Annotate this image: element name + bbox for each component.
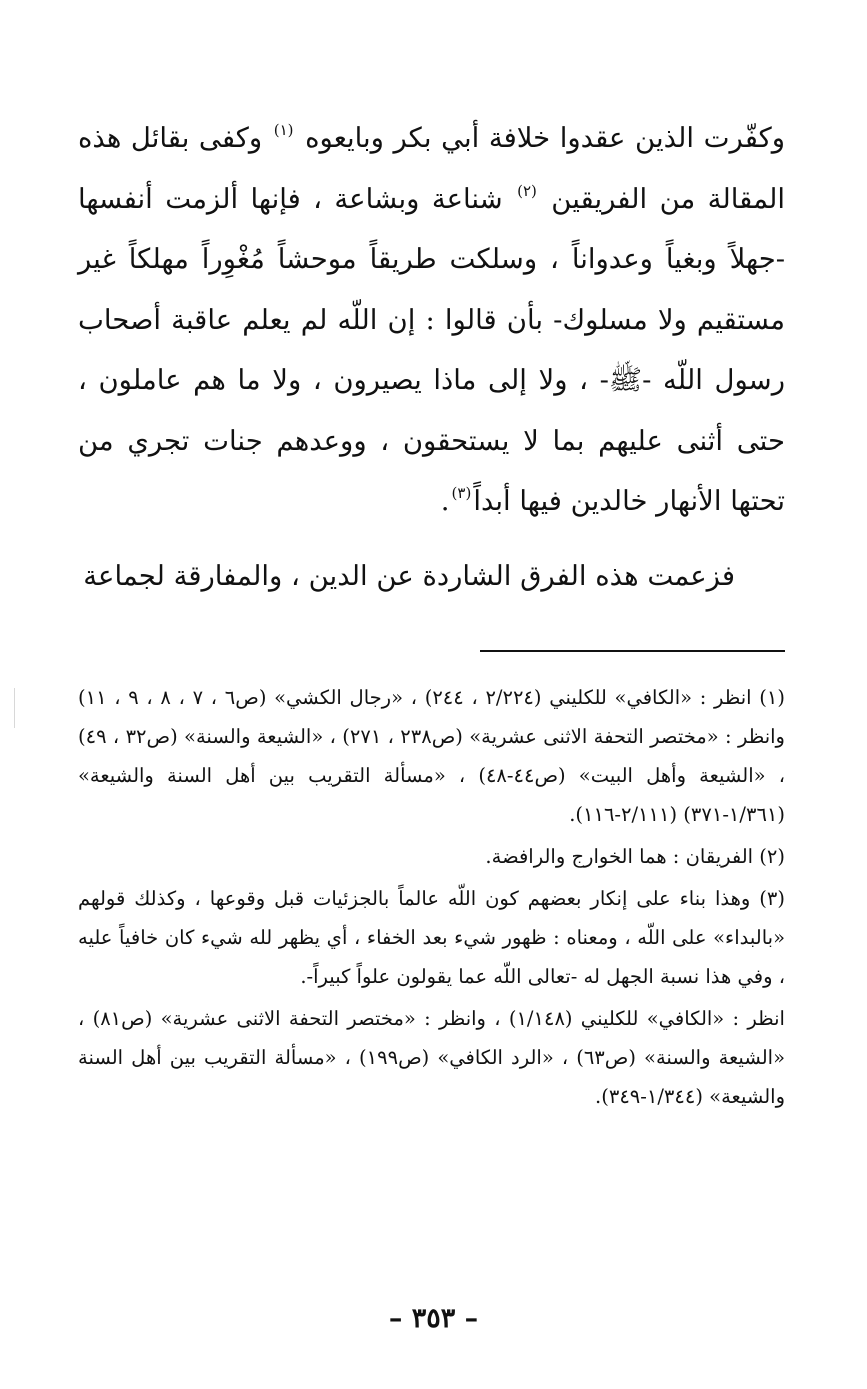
page-number: – ٣٥٣ – <box>388 1303 479 1334</box>
footnote-ref-1: (١) <box>273 121 294 139</box>
main-text <box>78 108 785 606</box>
footnote-separator <box>480 650 785 652</box>
paragraph-1-part-4: . <box>440 485 450 517</box>
paragraph-1 <box>78 108 785 532</box>
paragraph-1-part-1: وكفّرت الذين عقدوا خلافة أبي بكر وبايعوه <box>305 122 785 154</box>
scan-edge-mark <box>14 688 15 728</box>
footnotes <box>78 678 785 1116</box>
paragraph-1-part-2: وكفى بقائل هذه المقالة من الفريقين <box>78 122 785 215</box>
footnote-2: (٢) الفريقان : هما الخوارج والرافضة. <box>485 845 785 868</box>
footnote-3: (٣) وهذا بناء على إنكار بعضهم كون اللّه عالماً بالجزئيات قبل وقوعها ، وكذلك قولهم «بالبداء» على اللّه ، ومعناه : ظهور شيء بعد الخفاء ، أي يظهر لله شيء كان خافياً عليه ، وفي هذا نسبة الجهل له -تعالى اللّه عما يقولون علواً كبيراً-. <box>78 887 785 988</box>
footnote-ref-2: (٢) <box>517 181 537 200</box>
footnote-1: (١) انظر : «الكافي» للكليني (٢/٢٢٤ ، ٢٤٤) ، «رجال الكشي» (ص٦ ، ٧ ، ٨ ، ٩ ، ١١) وانظر : «مختصر التحفة الاثنى عشرية» (ص٢٣٨ ، ٢٧١) ، «الشيعة والسنة» (ص٣٢ ، ٤٩) ، «الشيعة وأهل البيت» (ص٤٤-٤٨) ، «مسألة التقريب بين أهل السنة والشيعة» (١/٣٦١-٣٧١) (٢/١١١-١١٦). <box>78 686 785 826</box>
paragraph-2: فزعمت هذه الفرق الشاردة عن الدين ، والمفارقة لجماعة <box>83 559 735 592</box>
paragraph-1-part-3: شناعة وبشاعة ، فإنها ألزمت أنفسها -جهلاً وبغياً وعدواناً ، وسلكت طريقاً موحشاً مُغْوِراً مهلكاً غير مستقيم ولا مسلوك- بأن قالوا : إن اللّه لم يعلم عاقبة أصحاب رسول اللّه -ﷺ- ، ولا إلى ماذا يصيرون ، ولا ما هم عاملون ، حتى أثنى عليهم بما لا يستحقون ، ووعدهم جنات تجري من تحتها الأنهار خالدين فيها أبداً <box>78 182 785 517</box>
book-page <box>78 108 785 1389</box>
footnote-ref-3: (٣) <box>451 484 472 502</box>
footnote-3-sources: انظر : «الكافي» للكليني (١/١٤٨) ، وانظر : «مختصر التحفة الاثنى عشرية» (ص٨١) ، «الشيعة والسنة» (ص٦٣) ، «الرد الكافي» (ص١٩٩) ، «مسألة التقريب بين أهل السنة والشيعة» (١/٣٤٤-٣٤٩). <box>78 1007 786 1108</box>
